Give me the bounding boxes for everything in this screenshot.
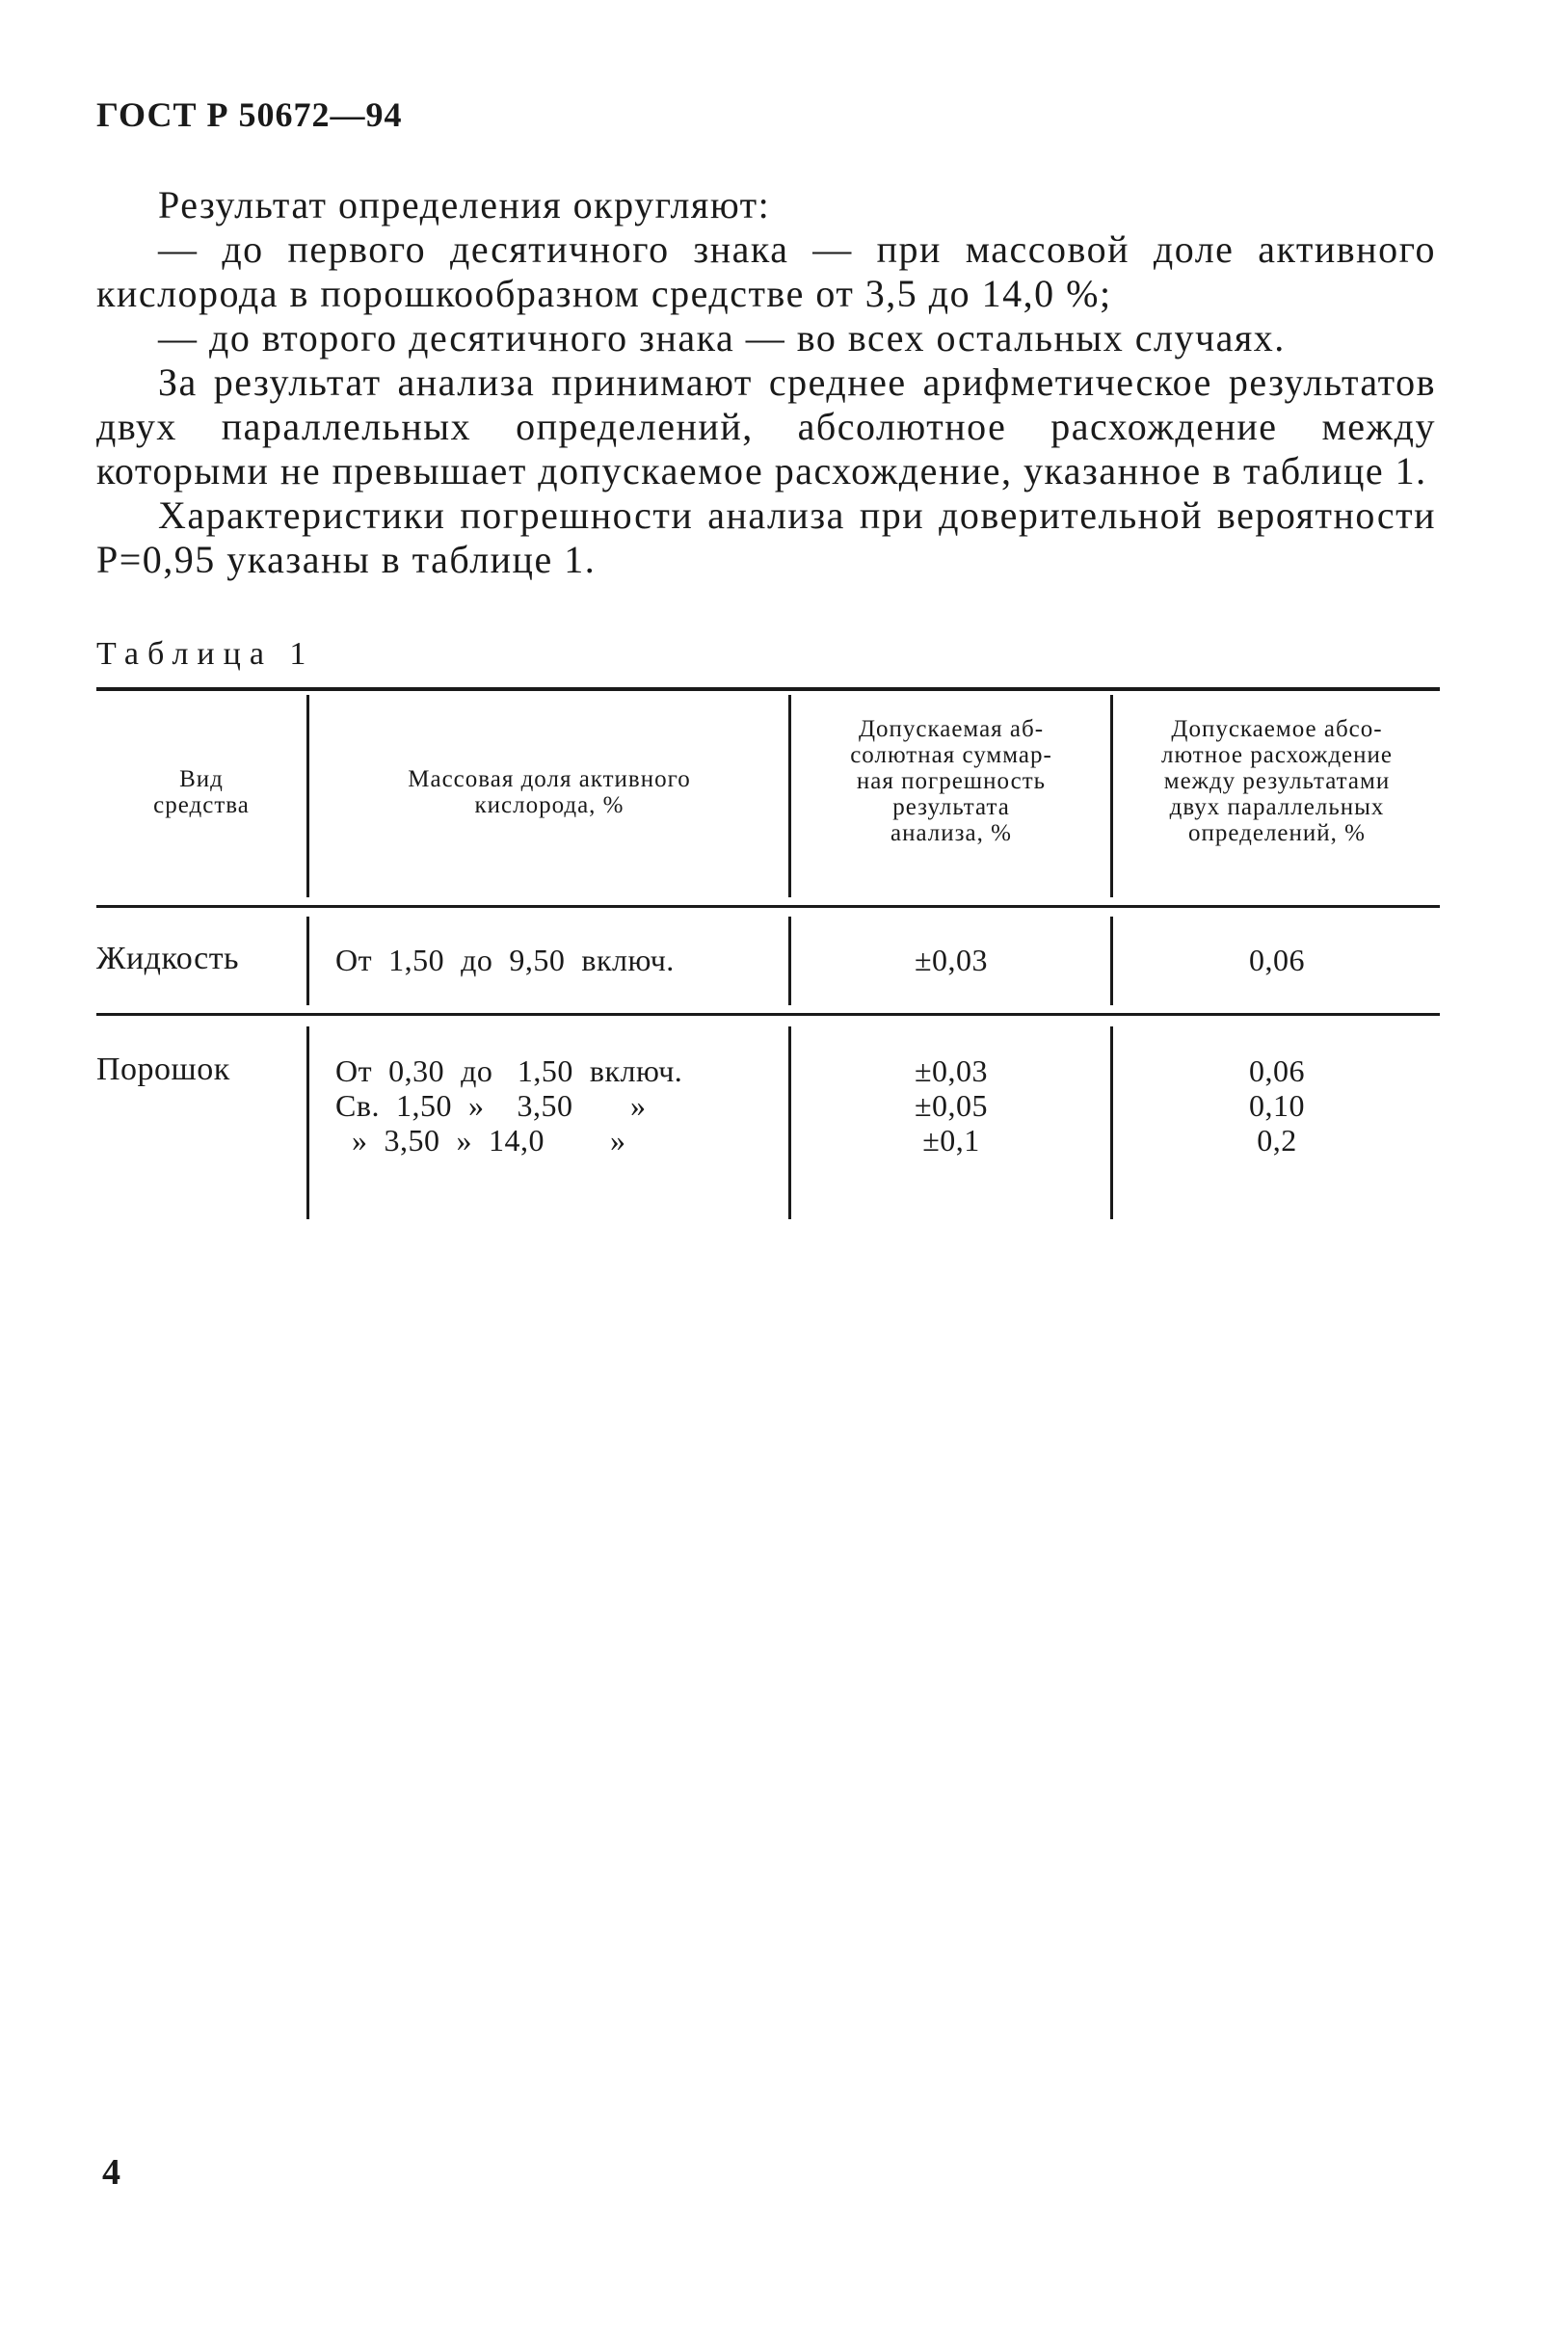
document-header: ГОСТ Р 50672—94 [96, 95, 403, 134]
paragraph-error-characteristics: Характеристики погрешности анализа при доверительной вероятности P=0,95 указаны в таблице 1. [96, 493, 1436, 581]
column-divider [1110, 695, 1113, 897]
header-line: средства [153, 792, 250, 818]
error-line: ±0,05 [914, 1088, 989, 1123]
discrepancy-line: 0,10 [1249, 1088, 1305, 1123]
row-powder-error [792, 1053, 1110, 1158]
table-1 [96, 687, 1440, 1227]
row-liquid-fraction [335, 943, 675, 977]
table-top-rule [96, 687, 1440, 691]
body-text [96, 183, 1436, 582]
header-line: Допускаемое абсо- [1171, 716, 1383, 742]
fraction-line: Св. 1,50 » 3,50 » [335, 1088, 647, 1123]
fraction-line: От 0,30 до 1,50 включ. [335, 1053, 683, 1088]
table-caption: Таблица 1 [96, 636, 315, 672]
error-line: ±0,1 [922, 1123, 980, 1158]
paragraph-result: За результат анализа принимают среднее арифметическое результатов двух параллельных определений, абсолютное расхождение между которыми не превышает допускаемое расхождение, указанное в таблице 1. [96, 360, 1436, 493]
discrepancy-line: 0,06 [1249, 1053, 1305, 1088]
discrepancy-line: 0,06 [1249, 943, 1305, 977]
table-header-rule [96, 905, 1440, 908]
header-discrepancy [1114, 716, 1440, 846]
row-powder-fraction [335, 1053, 682, 1158]
row-powder-discrepancy [1114, 1053, 1440, 1158]
header-line: Допускаемая аб- [858, 716, 1045, 742]
row-liquid-discrepancy [1114, 943, 1440, 977]
header-line: определений, % [1188, 820, 1366, 846]
error-line: ±0,03 [914, 1053, 989, 1088]
header-line: между результатами [1163, 768, 1391, 794]
table-row-rule [96, 1013, 1440, 1016]
error-line: ±0,03 [914, 943, 989, 977]
column-divider [788, 917, 791, 1005]
page-number: 4 [102, 2152, 120, 2193]
column-divider [1110, 1026, 1113, 1219]
fraction-line: » 3,50 » 14,0 » [335, 1123, 626, 1158]
paragraph-rounding-first: — до первого десятичного знака — при массовой доле активного кислорода в порошкообразном средстве от 3,5 до 14,0 %; [96, 227, 1436, 315]
header-line: солютная суммар- [850, 742, 1052, 768]
header-line: ная погрешность [856, 768, 1047, 794]
column-divider [306, 1026, 309, 1219]
column-divider [306, 917, 309, 1005]
header-line: лютное расхождение [1160, 742, 1393, 768]
column-divider [306, 695, 309, 897]
header-line: результата [892, 794, 1010, 820]
header-line: Массовая доля активного [408, 766, 691, 792]
header-line: Вид [179, 766, 224, 792]
row-liquid-kind: Жидкость [96, 941, 240, 976]
column-divider [788, 1026, 791, 1219]
fraction-line: От 1,50 до 9,50 включ. [335, 943, 675, 977]
header-fraction [310, 766, 788, 818]
column-divider [788, 695, 791, 897]
header-kind [96, 766, 306, 818]
header-error [792, 716, 1110, 846]
column-divider [1110, 917, 1113, 1005]
paragraph-rounding-second: — до второго десятичного знака — во всех остальных случаях. [158, 316, 1286, 359]
header-line: анализа, % [890, 820, 1012, 846]
header-line: двух параллельных [1169, 794, 1385, 820]
header-line: кислорода, % [474, 792, 625, 818]
row-liquid-error [792, 943, 1110, 977]
row-powder-kind: Порошок [96, 1052, 230, 1087]
discrepancy-line: 0,2 [1257, 1123, 1297, 1158]
paragraph-rounding-intro: Результат определения округляют: [158, 183, 771, 226]
